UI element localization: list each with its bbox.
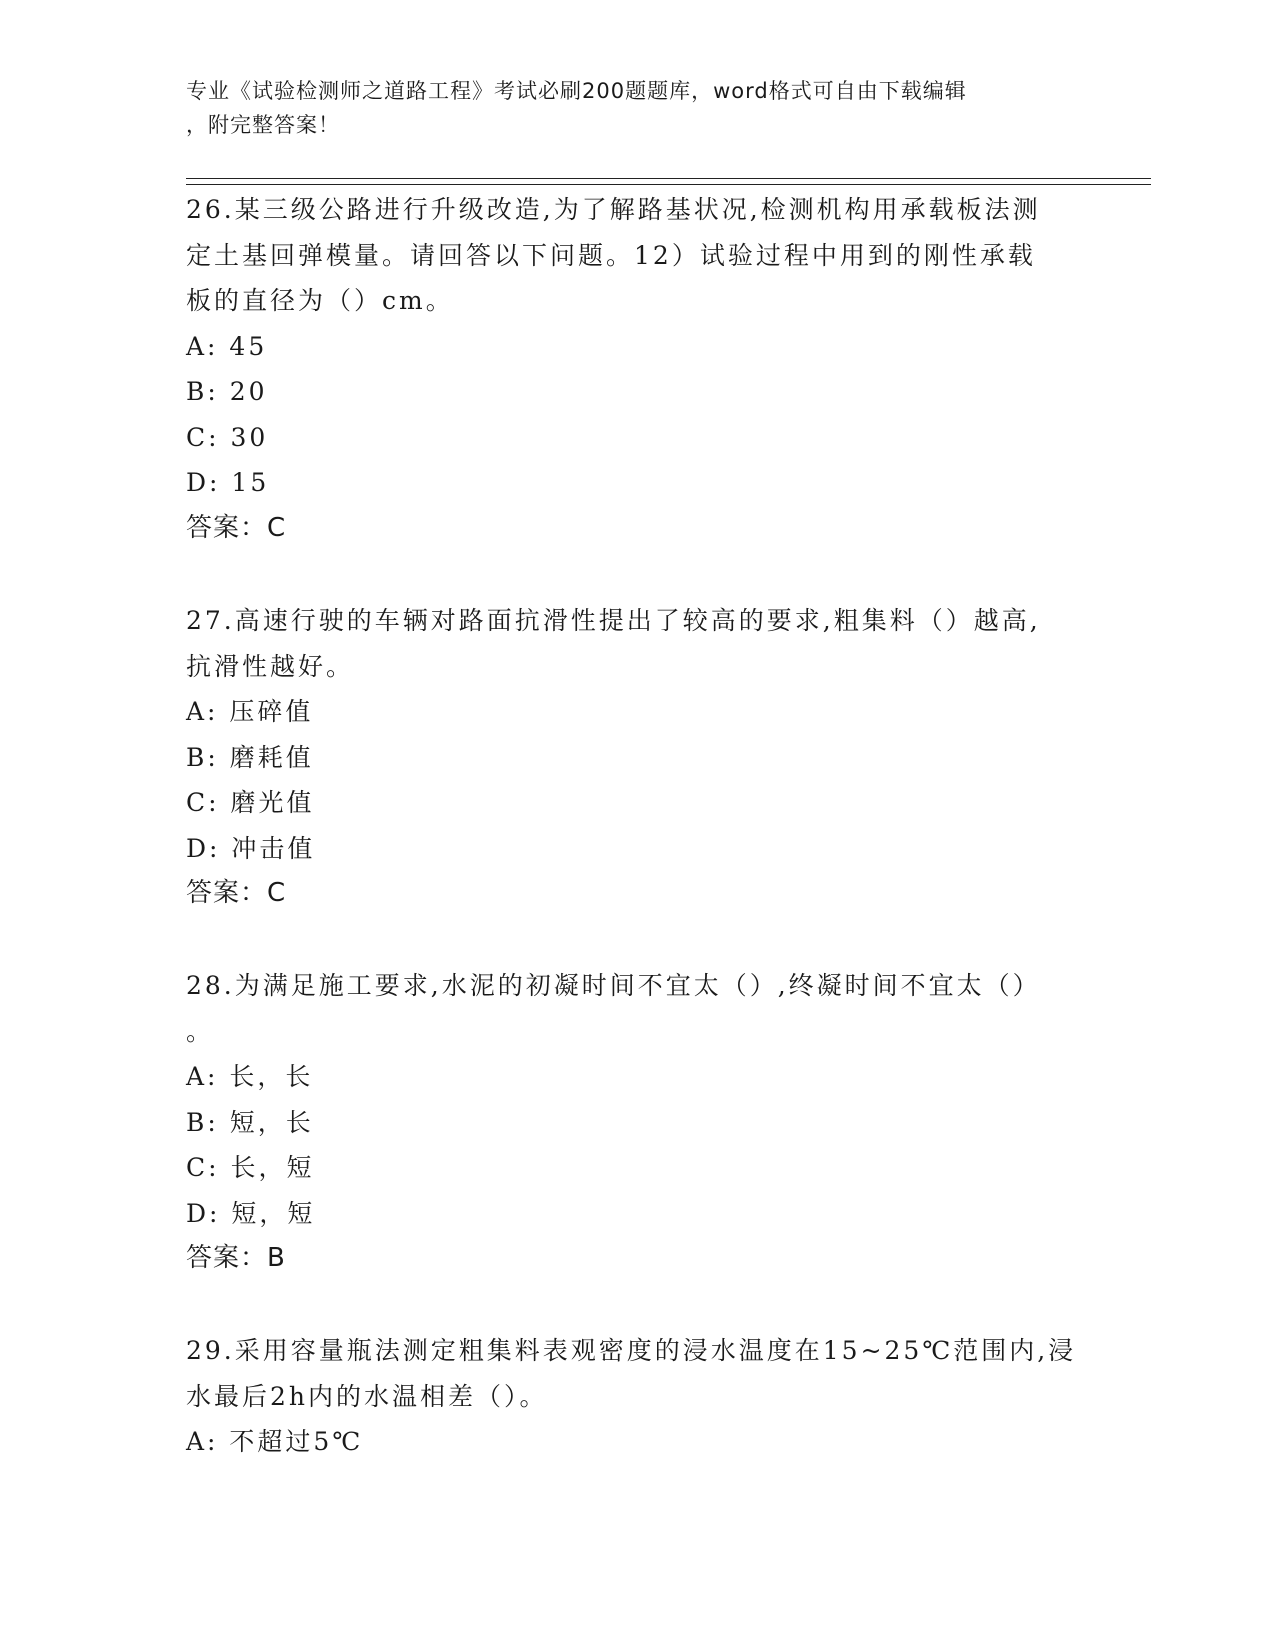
question-stem-line: 26.某三级公路进行升级改造,为了解路基状况,检测机构用承载板法测 bbox=[186, 195, 1041, 224]
question-stem-line: 定土基回弹模量。请回答以下问题。12）试验过程中用到的刚性承载 bbox=[186, 240, 1036, 270]
question-stem-line: 28.为满足施工要求,水泥的初凝时间不宜太（）,终凝时间不宜太（） bbox=[186, 971, 1041, 1000]
option-b: B: 短，长 bbox=[186, 1107, 314, 1137]
answer-line: 答案：C bbox=[186, 512, 287, 543]
question-29 bbox=[186, 1328, 1086, 1465]
option-c: C: 30 bbox=[186, 422, 269, 452]
header-divider-top bbox=[186, 178, 1151, 179]
answer-line: 答案：B bbox=[186, 1243, 286, 1273]
option-a: A: 压碎值 bbox=[186, 697, 314, 726]
option-a: A: 45 bbox=[186, 331, 268, 361]
question-stem-line: 27.高速行驶的车辆对路面抗滑性提出了较高的要求,粗集料（）越高, bbox=[186, 606, 1041, 635]
option-d: D: 冲击值 bbox=[186, 833, 316, 863]
answer-line: 答案：C bbox=[186, 878, 287, 908]
option-c: C: 长，短 bbox=[186, 1153, 315, 1182]
question-stem-line: 板的直径为（）cm。 bbox=[186, 286, 454, 315]
question-stem-line: 抗滑性越好。 bbox=[186, 651, 355, 681]
option-d: D: 15 bbox=[186, 468, 270, 497]
option-a: A: 不超过5℃ bbox=[186, 1427, 364, 1456]
question-27 bbox=[186, 598, 1086, 917]
header-line-2: ，附完整答案！ bbox=[186, 113, 340, 137]
document-header bbox=[186, 74, 1086, 142]
question-28 bbox=[186, 963, 1086, 1282]
header-divider-bottom bbox=[186, 184, 1151, 185]
option-b: B: 磨耗值 bbox=[186, 742, 314, 772]
question-stem-line: 。 bbox=[186, 1016, 215, 1046]
question-stem-line: 水最后2h内的水温相差（）。 bbox=[186, 1381, 548, 1411]
header-line-1: 专业《试验检测师之道路工程》考试必刷200题题库，word格式可自由下载编辑 bbox=[186, 79, 967, 103]
question-stem-line: 29.采用容量瓶法测定粗集料表观密度的浸水温度在15~25℃范围内,浸 bbox=[186, 1336, 1077, 1365]
option-a: A: 长，长 bbox=[186, 1062, 314, 1091]
option-c: C: 磨光值 bbox=[186, 788, 315, 817]
question-26 bbox=[186, 187, 1086, 551]
option-d: D: 短，短 bbox=[186, 1198, 316, 1228]
option-b: B: 20 bbox=[186, 377, 268, 406]
